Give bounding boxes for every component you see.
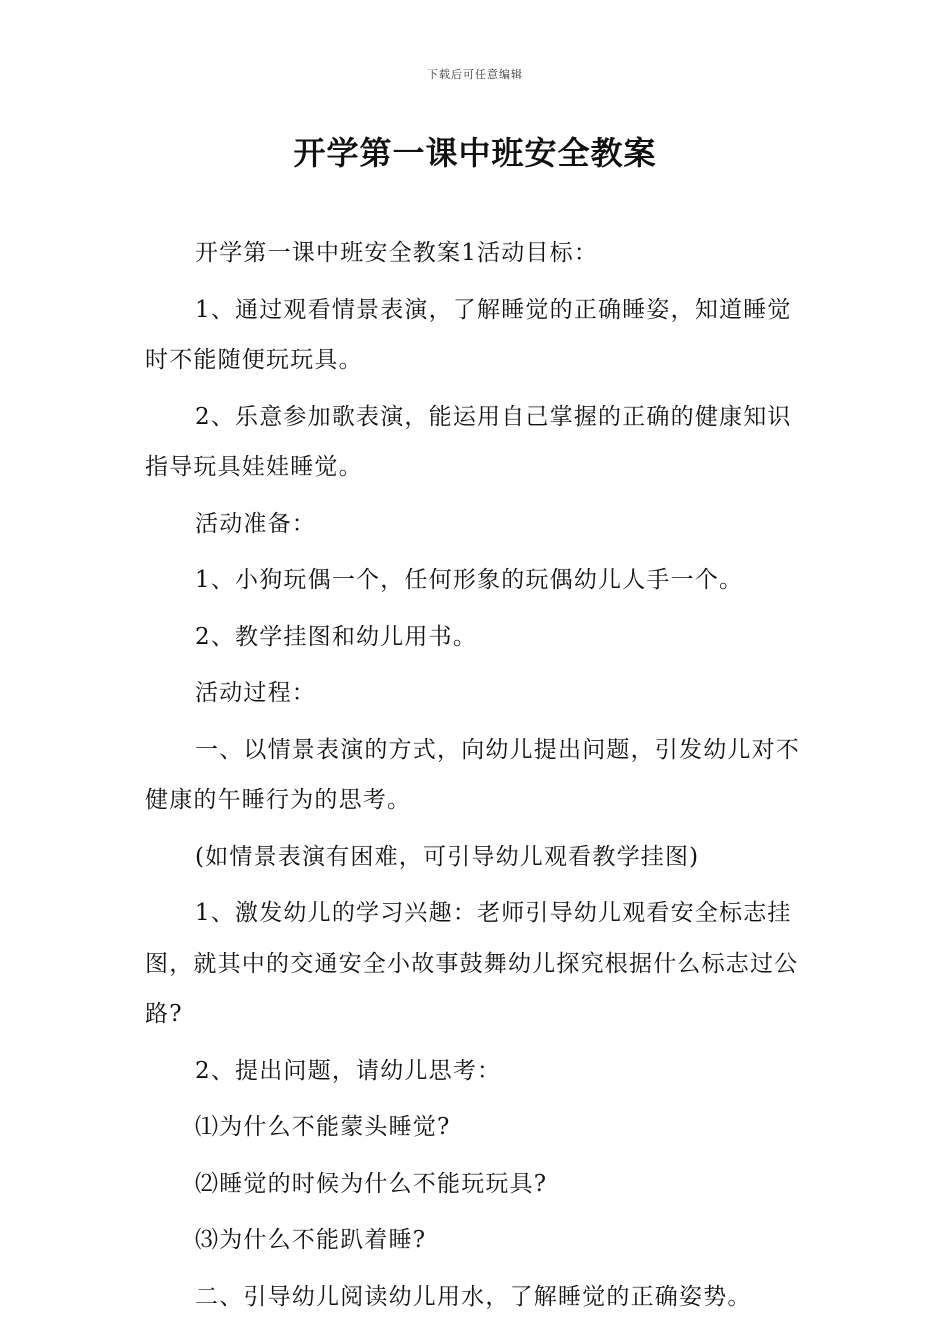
paragraph-substep-1: 1、激发幼儿的学习兴趣：老师引导幼儿观看安全标志挂图，就其中的交通安全小故事鼓舞幼儿探究根据什么标志过公路? [145,900,799,1027]
paragraph-prep-1: 1、小狗玩偶一个，任何形象的玩偶幼儿人手一个。 [195,567,744,593]
document-title: 开学第一课中班安全教案 [293,134,657,172]
paragraph-step-2: 二、引导幼儿阅读幼儿用水，了解睡觉的正确姿势。 [195,1283,752,1310]
document-body [145,228,810,1328]
paragraph-question-3: ⑶为什么不能趴着睡? [195,1227,427,1253]
paragraph-prep-2: 2、教学挂图和幼儿用书。 [195,623,478,650]
page-header-note: 下载后可任意编辑 [427,68,523,81]
paragraph-question-1: ⑴为什么不能蒙头睡觉? [195,1114,451,1140]
paragraph-intro: 开学第一课中班安全教案1活动目标： [195,240,599,266]
paragraph-goal-1: 1、通过观看情景表演，了解睡觉的正确睡姿，知道睡觉时不能随便玩玩具。 [145,296,792,373]
paragraph-process-heading: 活动过程： [195,680,316,706]
paragraph-step-1: 一、以情景表演的方式，向幼儿提出问题，引发幼儿对不健康的午睡行为的思考。 [145,736,800,813]
paragraph-note: (如情景表演有困难，可引导幼儿观看教学挂图) [195,843,700,870]
paragraph-prep-heading: 活动准备： [195,510,316,537]
paragraph-question-2: ⑵睡觉的时候为什么不能玩玩具? [195,1170,548,1197]
paragraph-substep-2: 2、提出问题，请幼儿思考： [195,1057,502,1084]
paragraph-goal-2: 2、乐意参加歌表演，能运用自己掌握的正确的健康知识指导玩具娃娃睡觉。 [145,403,792,480]
